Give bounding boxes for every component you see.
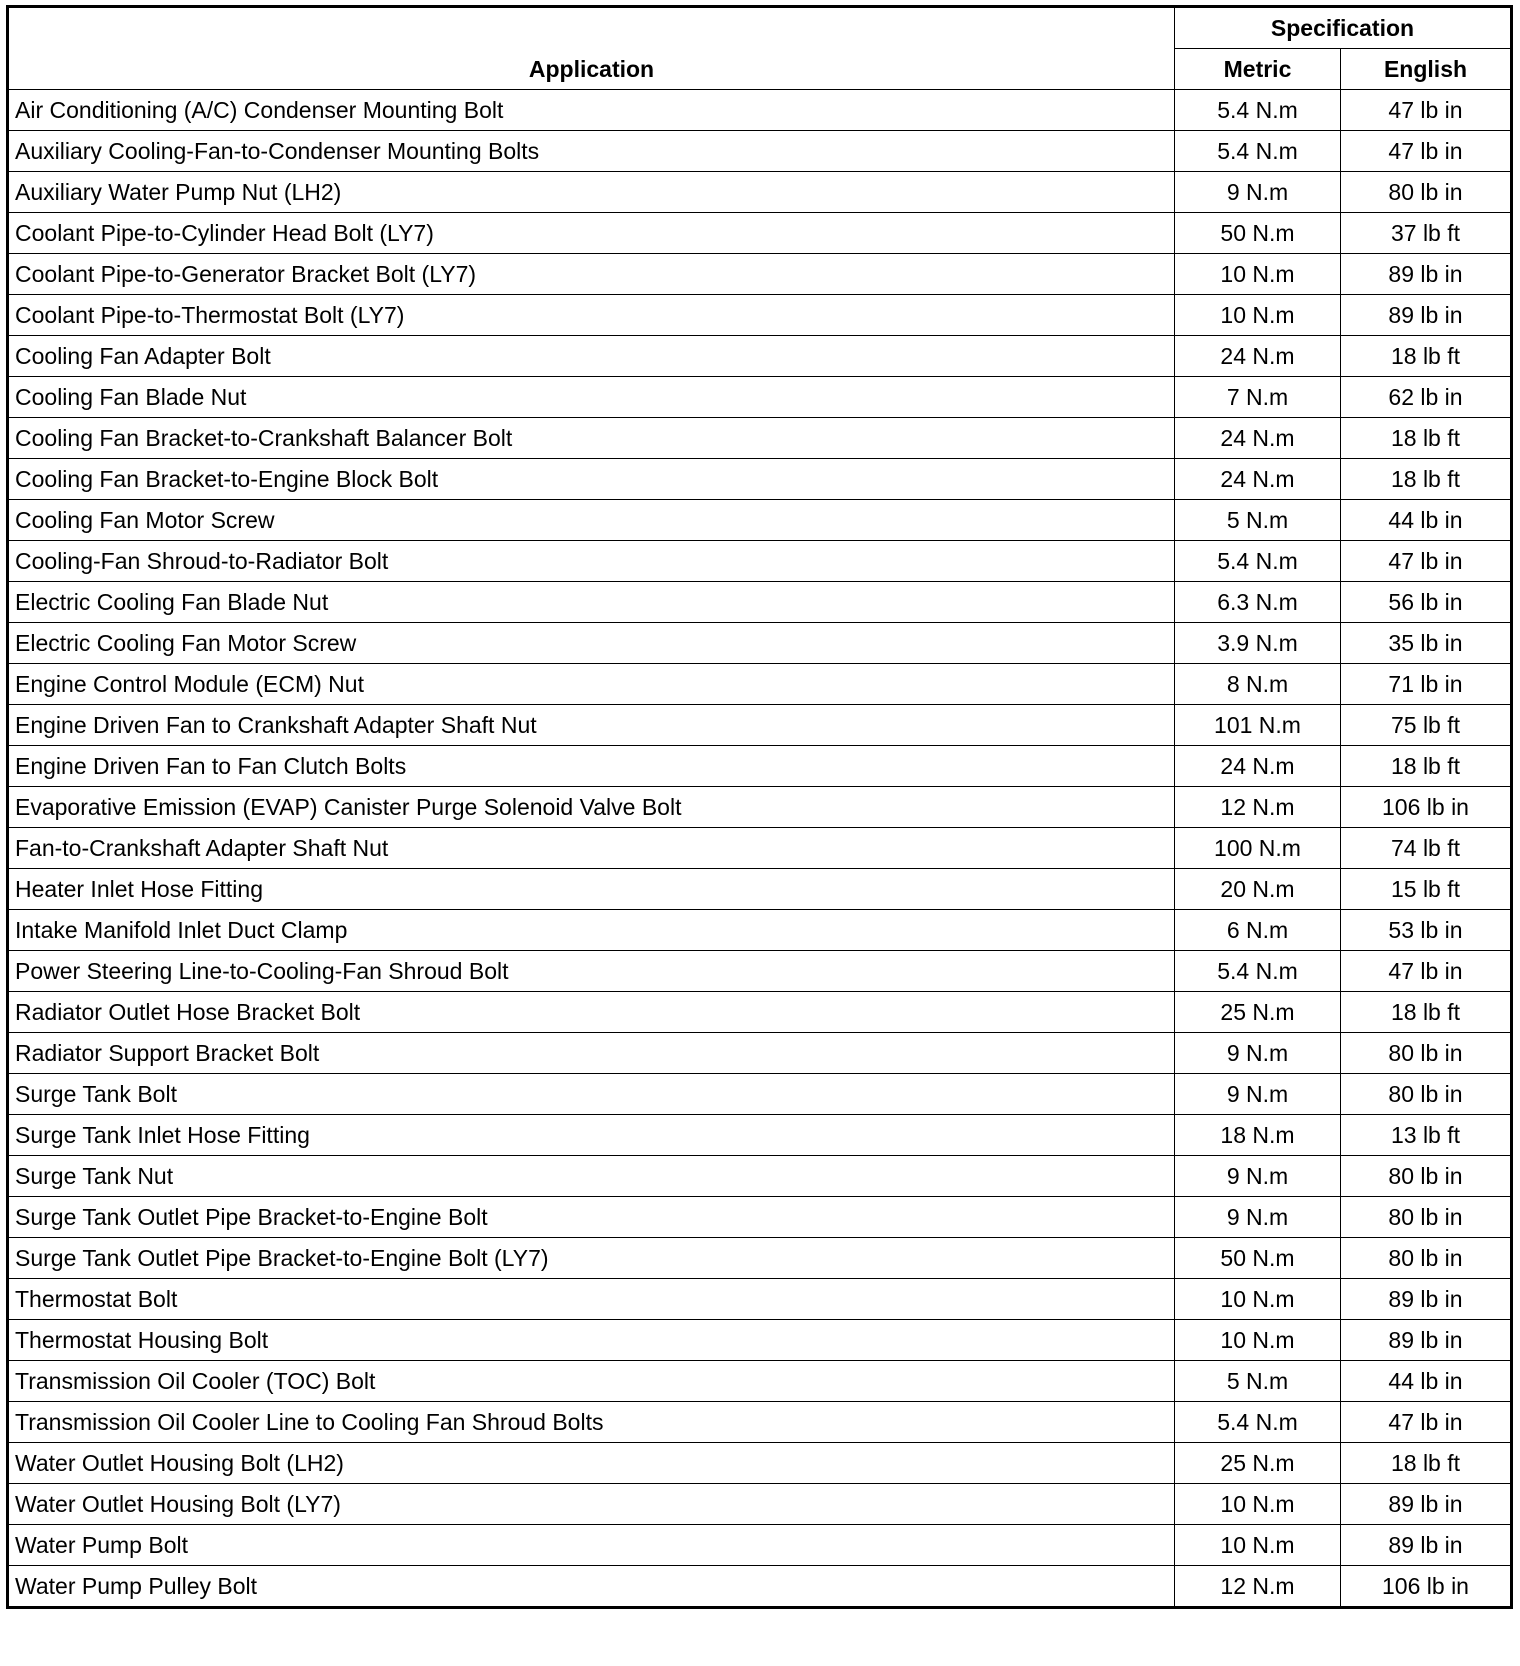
metric-cell: 10 N.m — [1175, 1320, 1341, 1361]
english-cell: 18 lb ft — [1341, 992, 1512, 1033]
application-cell: Engine Driven Fan to Fan Clutch Bolts — [8, 746, 1175, 787]
application-cell: Cooling Fan Blade Nut — [8, 377, 1175, 418]
english-cell: 80 lb in — [1341, 1074, 1512, 1115]
table-row — [8, 623, 1512, 664]
table-body — [8, 90, 1512, 1608]
english-cell: 106 lb in — [1341, 787, 1512, 828]
table-row — [8, 1279, 1512, 1320]
english-cell: 18 lb ft — [1341, 746, 1512, 787]
metric-cell: 8 N.m — [1175, 664, 1341, 705]
english-cell: 56 lb in — [1341, 582, 1512, 623]
metric-cell: 12 N.m — [1175, 787, 1341, 828]
english-cell: 47 lb in — [1341, 90, 1512, 131]
metric-cell: 10 N.m — [1175, 1525, 1341, 1566]
table-row — [8, 541, 1512, 582]
header-row-top — [8, 7, 1512, 49]
table-row — [8, 910, 1512, 951]
metric-cell: 20 N.m — [1175, 869, 1341, 910]
metric-cell: 5.4 N.m — [1175, 1402, 1341, 1443]
english-cell: 89 lb in — [1341, 254, 1512, 295]
english-cell: 47 lb in — [1341, 951, 1512, 992]
application-cell: Electric Cooling Fan Blade Nut — [8, 582, 1175, 623]
table-row — [8, 1115, 1512, 1156]
english-cell: 89 lb in — [1341, 1320, 1512, 1361]
english-cell: 62 lb in — [1341, 377, 1512, 418]
metric-cell: 6 N.m — [1175, 910, 1341, 951]
table-header — [8, 7, 1512, 90]
english-cell: 15 lb ft — [1341, 869, 1512, 910]
english-cell: 89 lb in — [1341, 1484, 1512, 1525]
metric-cell: 5.4 N.m — [1175, 541, 1341, 582]
english-cell: 80 lb in — [1341, 1238, 1512, 1279]
metric-cell: 6.3 N.m — [1175, 582, 1341, 623]
torque-spec-table — [6, 5, 1513, 1609]
application-cell: Power Steering Line-to-Cooling-Fan Shroud Bolt — [8, 951, 1175, 992]
table-row — [8, 828, 1512, 869]
english-cell: 80 lb in — [1341, 1197, 1512, 1238]
english-cell: 89 lb in — [1341, 1525, 1512, 1566]
table-row — [8, 992, 1512, 1033]
table-row — [8, 172, 1512, 213]
english-cell: 18 lb ft — [1341, 1443, 1512, 1484]
application-cell: Engine Driven Fan to Crankshaft Adapter Shaft Nut — [8, 705, 1175, 746]
metric-cell: 100 N.m — [1175, 828, 1341, 869]
english-cell: 89 lb in — [1341, 1279, 1512, 1320]
application-cell: Thermostat Housing Bolt — [8, 1320, 1175, 1361]
table-row — [8, 336, 1512, 377]
table-row — [8, 1033, 1512, 1074]
metric-cell: 10 N.m — [1175, 1484, 1341, 1525]
metric-cell: 9 N.m — [1175, 1197, 1341, 1238]
english-cell: 71 lb in — [1341, 664, 1512, 705]
application-cell: Cooling Fan Bracket-to-Crankshaft Balancer Bolt — [8, 418, 1175, 459]
metric-cell: 5 N.m — [1175, 500, 1341, 541]
english-cell: 106 lb in — [1341, 1566, 1512, 1608]
english-cell: 74 lb ft — [1341, 828, 1512, 869]
metric-cell: 3.9 N.m — [1175, 623, 1341, 664]
metric-cell: 25 N.m — [1175, 992, 1341, 1033]
metric-cell: 5.4 N.m — [1175, 90, 1341, 131]
table-row — [8, 1197, 1512, 1238]
english-cell: 75 lb ft — [1341, 705, 1512, 746]
application-cell: Evaporative Emission (EVAP) Canister Purge Solenoid Valve Bolt — [8, 787, 1175, 828]
application-cell: Surge Tank Nut — [8, 1156, 1175, 1197]
english-cell: 18 lb ft — [1341, 418, 1512, 459]
table-row — [8, 787, 1512, 828]
application-cell: Coolant Pipe-to-Cylinder Head Bolt (LY7) — [8, 213, 1175, 254]
english-cell: 35 lb in — [1341, 623, 1512, 664]
table-row — [8, 951, 1512, 992]
table-row — [8, 869, 1512, 910]
metric-cell: 5.4 N.m — [1175, 131, 1341, 172]
application-cell: Intake Manifold Inlet Duct Clamp — [8, 910, 1175, 951]
metric-cell: 24 N.m — [1175, 459, 1341, 500]
application-cell: Heater Inlet Hose Fitting — [8, 869, 1175, 910]
metric-cell: 5.4 N.m — [1175, 951, 1341, 992]
table-row — [8, 1443, 1512, 1484]
metric-cell: 5 N.m — [1175, 1361, 1341, 1402]
metric-cell: 50 N.m — [1175, 1238, 1341, 1279]
metric-header: Metric — [1175, 49, 1341, 90]
metric-cell: 9 N.m — [1175, 1033, 1341, 1074]
application-cell: Surge Tank Bolt — [8, 1074, 1175, 1115]
metric-cell: 18 N.m — [1175, 1115, 1341, 1156]
metric-cell: 50 N.m — [1175, 213, 1341, 254]
table-row — [8, 1320, 1512, 1361]
table-row — [8, 664, 1512, 705]
metric-cell: 101 N.m — [1175, 705, 1341, 746]
application-cell: Transmission Oil Cooler (TOC) Bolt — [8, 1361, 1175, 1402]
english-cell: 80 lb in — [1341, 172, 1512, 213]
application-header: Application — [8, 7, 1175, 90]
table-row — [8, 1525, 1512, 1566]
table-row — [8, 377, 1512, 418]
application-cell: Transmission Oil Cooler Line to Cooling Fan Shroud Bolts — [8, 1402, 1175, 1443]
table-row — [8, 705, 1512, 746]
metric-cell: 9 N.m — [1175, 172, 1341, 213]
english-cell: 44 lb in — [1341, 500, 1512, 541]
application-cell: Coolant Pipe-to-Generator Bracket Bolt (LY7) — [8, 254, 1175, 295]
application-cell: Engine Control Module (ECM) Nut — [8, 664, 1175, 705]
metric-cell: 10 N.m — [1175, 295, 1341, 336]
specification-header: Specification — [1175, 7, 1512, 49]
table-row — [8, 1238, 1512, 1279]
application-cell: Water Pump Pulley Bolt — [8, 1566, 1175, 1608]
english-cell: 89 lb in — [1341, 295, 1512, 336]
table-row — [8, 500, 1512, 541]
table-row — [8, 1484, 1512, 1525]
english-cell: 53 lb in — [1341, 910, 1512, 951]
table-row — [8, 1361, 1512, 1402]
application-cell: Air Conditioning (A/C) Condenser Mounting Bolt — [8, 90, 1175, 131]
english-header: English — [1341, 49, 1512, 90]
table-row — [8, 1074, 1512, 1115]
table-row — [8, 746, 1512, 787]
metric-cell: 24 N.m — [1175, 746, 1341, 787]
table-row — [8, 1566, 1512, 1608]
metric-cell: 10 N.m — [1175, 1279, 1341, 1320]
table-row — [8, 131, 1512, 172]
english-cell: 47 lb in — [1341, 131, 1512, 172]
application-cell: Thermostat Bolt — [8, 1279, 1175, 1320]
metric-cell: 24 N.m — [1175, 418, 1341, 459]
english-cell: 80 lb in — [1341, 1156, 1512, 1197]
table-row — [8, 254, 1512, 295]
application-cell: Surge Tank Inlet Hose Fitting — [8, 1115, 1175, 1156]
table-row — [8, 90, 1512, 131]
metric-cell: 24 N.m — [1175, 336, 1341, 377]
english-cell: 37 lb ft — [1341, 213, 1512, 254]
application-cell: Cooling Fan Bracket-to-Engine Block Bolt — [8, 459, 1175, 500]
application-cell: Cooling Fan Adapter Bolt — [8, 336, 1175, 377]
english-cell: 18 lb ft — [1341, 459, 1512, 500]
table-row — [8, 1402, 1512, 1443]
application-cell: Cooling Fan Motor Screw — [8, 500, 1175, 541]
table-row — [8, 295, 1512, 336]
table-row — [8, 582, 1512, 623]
metric-cell: 10 N.m — [1175, 254, 1341, 295]
english-cell: 47 lb in — [1341, 541, 1512, 582]
table-row — [8, 1156, 1512, 1197]
english-cell: 47 lb in — [1341, 1402, 1512, 1443]
application-cell: Surge Tank Outlet Pipe Bracket-to-Engine Bolt (LY7) — [8, 1238, 1175, 1279]
metric-cell: 7 N.m — [1175, 377, 1341, 418]
application-cell: Electric Cooling Fan Motor Screw — [8, 623, 1175, 664]
application-cell: Coolant Pipe-to-Thermostat Bolt (LY7) — [8, 295, 1175, 336]
metric-cell: 25 N.m — [1175, 1443, 1341, 1484]
application-cell: Cooling-Fan Shroud-to-Radiator Bolt — [8, 541, 1175, 582]
application-cell: Fan-to-Crankshaft Adapter Shaft Nut — [8, 828, 1175, 869]
application-cell: Auxiliary Water Pump Nut (LH2) — [8, 172, 1175, 213]
metric-cell: 9 N.m — [1175, 1074, 1341, 1115]
application-cell: Water Pump Bolt — [8, 1525, 1175, 1566]
english-cell: 18 lb ft — [1341, 336, 1512, 377]
metric-cell: 12 N.m — [1175, 1566, 1341, 1608]
application-cell: Water Outlet Housing Bolt (LH2) — [8, 1443, 1175, 1484]
table-row — [8, 213, 1512, 254]
application-cell: Auxiliary Cooling-Fan-to-Condenser Mounting Bolts — [8, 131, 1175, 172]
english-cell: 80 lb in — [1341, 1033, 1512, 1074]
application-cell: Radiator Outlet Hose Bracket Bolt — [8, 992, 1175, 1033]
english-cell: 13 lb ft — [1341, 1115, 1512, 1156]
application-cell: Radiator Support Bracket Bolt — [8, 1033, 1175, 1074]
application-cell: Surge Tank Outlet Pipe Bracket-to-Engine Bolt — [8, 1197, 1175, 1238]
table-row — [8, 418, 1512, 459]
metric-cell: 9 N.m — [1175, 1156, 1341, 1197]
table-row — [8, 459, 1512, 500]
english-cell: 44 lb in — [1341, 1361, 1512, 1402]
application-cell: Water Outlet Housing Bolt (LY7) — [8, 1484, 1175, 1525]
